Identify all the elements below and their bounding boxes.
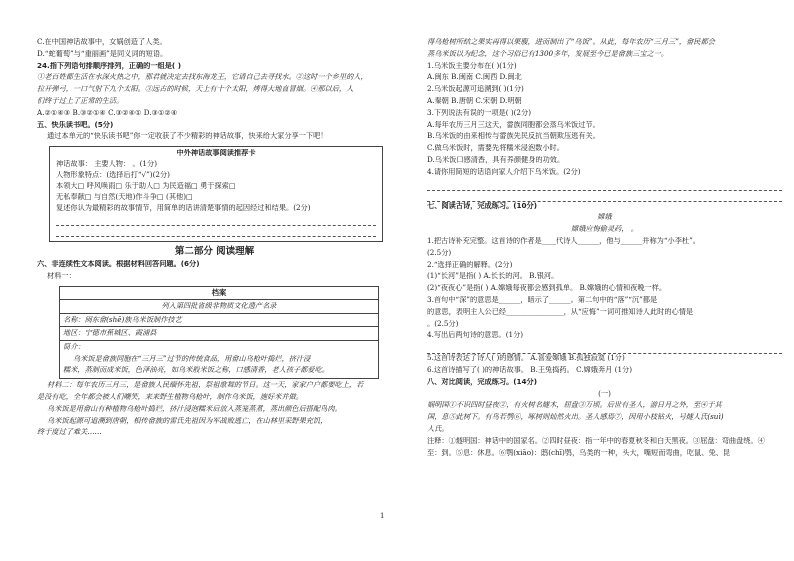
question-4: 4.请你用简短的话语向家人介绍下乌米饭。(2分) — [427, 167, 581, 176]
material-continued: 得乌枪树所结之果实再得以果腹，进而制出了“乌饭”。从此，每年农历“三月三”，畲民都会 — [427, 38, 715, 46]
poem-q5: 5.这首诗表达了诗人( )的感情。 A.喜爱嫦娥 B.孤独寂寞 (1分) — [427, 354, 625, 363]
poem-q3-cont: 的意思，表明主人公已经________________，从“应悔”一词可推知诗人此时的心情是 — [427, 307, 694, 316]
material-2-text: 乌米饭起源可追溯到唐朝，相传畲族的雷氏先祖因为军战败逃亡，在山林里采野果充饥， — [47, 416, 328, 425]
archive-intro-text: 乌米饭是畲族同胞在“三月三”过节的传统食品，用畲山乌枪叶捣烂，挤汁浸 — [73, 353, 311, 363]
archive-table — [59, 286, 379, 379]
q24-sentence-1: ①老百姓都生活在水深火热之中，那君就决定去找东海龙王，它请自己去寻找水。②这时一个乡里的人， — [37, 73, 368, 82]
classical-text: 国，息⑤此树下。有鸟若鹗⑥，啄树则灿然火出。圣人感焉⑦，因用小枝钻火，号燧人氏(suì) — [427, 413, 724, 422]
poem-q1: 1.把古诗补充完整。这首诗的作者是____代诗人______，他与______并称为“小李杜”。 — [427, 236, 700, 245]
annotation-text: 至：到。⑤息：休息。⑥鹗(xiāo)：鸱(chī)鸮，乌类的一种，头大，嘴短而弯曲，吃鼠、兔、昆 — [427, 448, 731, 457]
page-number: 1 — [380, 512, 385, 520]
card-line-5: 复述你认为最精彩的故事情节，用简单的话讲清楚事情的起因经过和结果。(2分) — [56, 204, 311, 213]
answer-line — [427, 180, 782, 191]
answer-line — [427, 343, 782, 354]
card-line-1: 神话故事： 主要人物： 。(1分) — [56, 160, 158, 169]
archive-intro-text: 糯米，蒸制而成米饭，色泽油亮，如乌米般米饭之称，口感清香，老人孩子都爱吃。 — [63, 365, 329, 375]
poem-line: 嫦娥应悔偷灵药， 。 — [571, 225, 638, 234]
question-1-options: A.闽东 B.闽南 C.闽西 D.闽北 — [427, 73, 522, 82]
material-1-label: 材料一： — [47, 271, 76, 280]
poem-q2-1: (1)“长河”是指( ) A.长长的河。 B.银河。 — [427, 272, 559, 281]
archive-row: 列入第四批省级非物质文化遗产名录 — [60, 300, 378, 314]
classical-text: 娲明国①不识四时昼夜②，有火树名燧木，屈盘③万顷。后世有圣人，游日月之外，至④于其 — [427, 401, 722, 410]
answer-line — [56, 226, 376, 237]
section5-intro: 通过本单元的“快乐读书吧”你一定收获了不少精彩的神话故事，快来给大家分享一下吧！ — [47, 132, 328, 141]
annotation-text: 注释：①燧明国：神话中的国家名。②四时昼夜：指一年中的春夏秋冬和白天黑夜。③屈盘：弯曲盘绕。④ — [427, 436, 765, 445]
question-3-option-c: C.做乌米饭时，需要先将糯米浸泡数小时。 — [427, 144, 564, 153]
q24-title: 24.指下列语句排顺序排列，正确的一组是( ) — [37, 61, 181, 70]
answer-line — [427, 191, 782, 202]
section7-title: 七、阅读古诗，完成练习。(10分) — [427, 201, 538, 210]
question-3: 3.下列说法有误的一项是( )(2分) — [427, 108, 531, 117]
question-3-option-b: B.乌米饭的由来相传与畲族先民反抗当朝欺压逃有关。 — [427, 132, 600, 141]
q-option-c: C.在中国神话故事中，女娲创造了人类。 — [37, 38, 167, 46]
archive-row: 地区：宁德市蕉城区、霞浦县 — [60, 327, 378, 341]
card-title: 中外神话故事阅读推荐卡 — [176, 149, 256, 158]
q24-sentence-3: 们终于过上了正常的生活。 — [37, 96, 124, 105]
poem-q1-score: (2.5分) — [427, 248, 452, 257]
section5-title: 五、快乐读书吧。(5分) — [37, 120, 114, 129]
archive-intro-label: 简介： — [63, 341, 85, 351]
section6-title: 六、非连续性文本阅读。根据材料回答问题。(6分) — [37, 260, 200, 269]
section8-title: 八、对比阅读，完成练习。(14分) — [427, 377, 538, 386]
card-line-2: 人物形象特点：(选择后打“√”)(2分) — [56, 171, 170, 180]
archive-row: 名称：闽东畲(shē)族乌米饭制作技艺 — [60, 314, 378, 328]
question-1: 1.乌米饭主要分布在( )(1分) — [427, 61, 517, 70]
q24-options: A.②①④③ B.③②①④ C.③②④① D.③①②④ — [37, 108, 178, 117]
q-option-d: D.“蛇葡萄”与“重丽画”是同义词的短语。 — [37, 49, 168, 58]
material-2-text: 乌米饭是用畲山有种植物乌枪叶捣烂，挤汁浸泡糯米后放入蒸笼蒸煮，蒸出颜色后搭配鸟肉。 — [47, 404, 342, 413]
question-2: 2.乌米饭起源可追溯到( )(1分) — [427, 85, 524, 94]
material-2-text: 材料二：每年农历三月三，是畲族人民缅怀先祖、祭祖歌舞的节日。这一天，家家户户都要吃上，若 — [47, 381, 364, 390]
right-column — [427, 38, 782, 460]
archive-header: 档案 — [60, 287, 378, 301]
part-two-heading: 第二部分 阅读理解 — [174, 246, 255, 258]
q24-sentence-2: 拉开弹弓，一口气射下九个太阳。③远古的时候，天上有十个太阳，烤得大地直冒烟。④那以后，人 — [37, 85, 354, 94]
poem-q4: 4.写出后两句诗的意思。(1分) — [427, 331, 524, 340]
card-line-4: 无私奉献□ 与自然(天地)作斗争□ (其他)□ — [56, 193, 193, 202]
classical-text: 人氏。 — [427, 424, 449, 433]
material-2-text: 终于度过了难关…… — [37, 428, 102, 437]
archive-intro — [60, 341, 378, 378]
poem-q6: 6.这首诗描写了( )的神话故事。 B.王兔捣药。 C.嫦娥奔月 (1分) — [427, 365, 633, 374]
card-line-3: 本领大□ 呼风唤雨□ 乐于助人□ 为民造福□ 勇于探索□ — [56, 182, 236, 191]
question-2-options: A.秦朝 B.唐朝 C.宋朝 D.明朝 — [427, 96, 522, 105]
poem-q3: 3.首句中“深”的意思是______，暗示了______。第二句中的“落”“沉”都是 — [427, 295, 658, 304]
poem-q2: 2.“选择正确的解释。(2分) — [427, 260, 513, 269]
question-3-option-a: A.每年农历三月三这天，畲族同胞都会蒸乌米饭过节。 — [427, 120, 600, 129]
poem-title: 嫦娥 — [597, 213, 612, 222]
material-2-text: 是没有吃，全年都会被人们嘲笑，来来野生植物乌枪叶，制作乌米饭，施好米并做。 — [37, 392, 303, 401]
left-column — [37, 38, 392, 440]
section8-subtitle: (一) — [598, 389, 611, 398]
material-continued: 蒸乌米饭以为纪念，这个习俗已有1300多年，发展至今已是畲族三宝之一。 — [427, 49, 669, 58]
question-3-option-d: D.乌米饭口感清香，具有养颜健身的功效。 — [427, 155, 565, 164]
poem-q2-2: (2)“夜夜心”是指( ) A.嫦娥每夜都会感到孤单。 B.嫦娥的心情和夜晚一样。 — [427, 284, 667, 293]
recommend-card — [49, 146, 383, 242]
poem-q3-score: 。(2.5分) — [427, 319, 459, 328]
answer-line — [56, 215, 376, 226]
